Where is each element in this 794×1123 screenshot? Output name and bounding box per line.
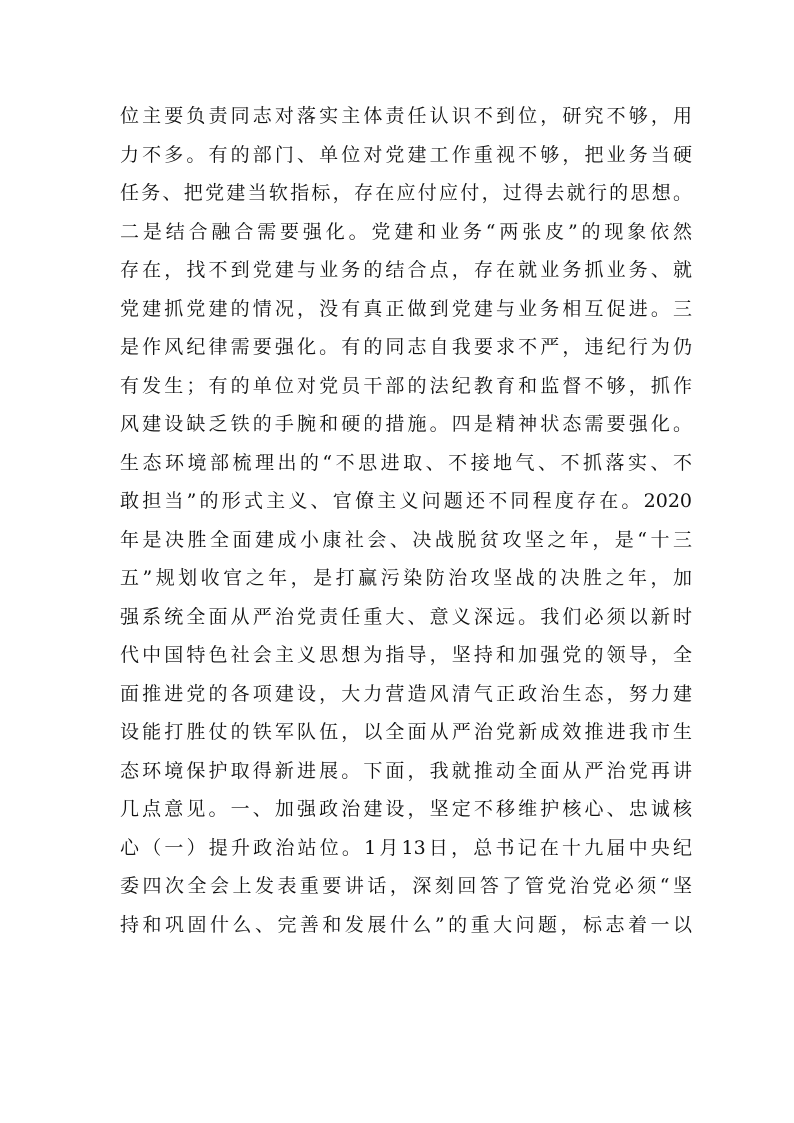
text-line: 生态环境部梳理出的“不思进取、不接地气、不抓落实、不: [120, 451, 692, 474]
text-line: 设能打胜仗的铁军队伍，以全面从严治党新成效推进我市生: [120, 721, 692, 743]
text-line: 五”规划收官之年，是打赢污染防治攻坚战的决胜之年，加: [120, 567, 692, 589]
text-line: 态环境保护取得新进展。下面，我就推动全面从严治党再讲: [120, 759, 692, 782]
text-line: 面推进党的各项建设，大力营造风清气正政治生态，努力建: [120, 682, 692, 705]
body-text: [120, 97, 692, 944]
text-line: 任务、把党建当软指标，存在应付应付，过得去就行的思想。: [120, 182, 692, 204]
text-line: 年是决胜全面建成小康社会、决战脱贫攻坚之年，是“十三: [120, 528, 692, 551]
text-line: 有发生；有的单位对党员干部的法纪教育和监督不够，抓作: [120, 374, 692, 397]
text-line: 是作风纪律需要强化。有的同志自我要求不严，违纪行为仍: [120, 336, 692, 358]
text-line: 代中国特色社会主义思想为指导，坚持和加强党的领导，全: [120, 644, 692, 666]
text-line: 强系统全面从严治党责任重大、意义深远。我们必须以新时: [120, 605, 692, 628]
text-line: 二是结合融合需要强化。党建和业务“两张皮”的现象依然: [120, 220, 692, 243]
text-line: 几点意见。一、加强政治建设，坚定不移维护核心、忠诚核: [120, 798, 692, 820]
text-line: 风建设缺乏铁的手腕和硬的措施。四是精神状态需要强化。: [120, 413, 692, 435]
text-line: 力不多。有的部门、单位对党建工作重视不够，把业务当硬: [120, 143, 692, 166]
text-line: 心（一）提升政治站位。1月13日，总书记在十九届中央纪: [120, 836, 692, 859]
text-line: 持和巩固什么、完善和发展什么”的重大问题，标志着一以: [120, 913, 692, 936]
text-line: 存在，找不到党建与业务的结合点，存在就业务抓业务、就: [120, 259, 692, 281]
text-line: 委四次全会上发表重要讲话，深刻回答了管党治党必须“坚: [120, 875, 692, 897]
text-line: 位主要负责同志对落实主体责任认识不到位，研究不够，用: [120, 105, 692, 127]
text-line: 敢担当”的形式主义、官僚主义问题还不同程度存在。2020: [120, 490, 692, 512]
text-line: 党建抓党建的情况，没有真正做到党建与业务相互促进。三: [120, 297, 692, 320]
